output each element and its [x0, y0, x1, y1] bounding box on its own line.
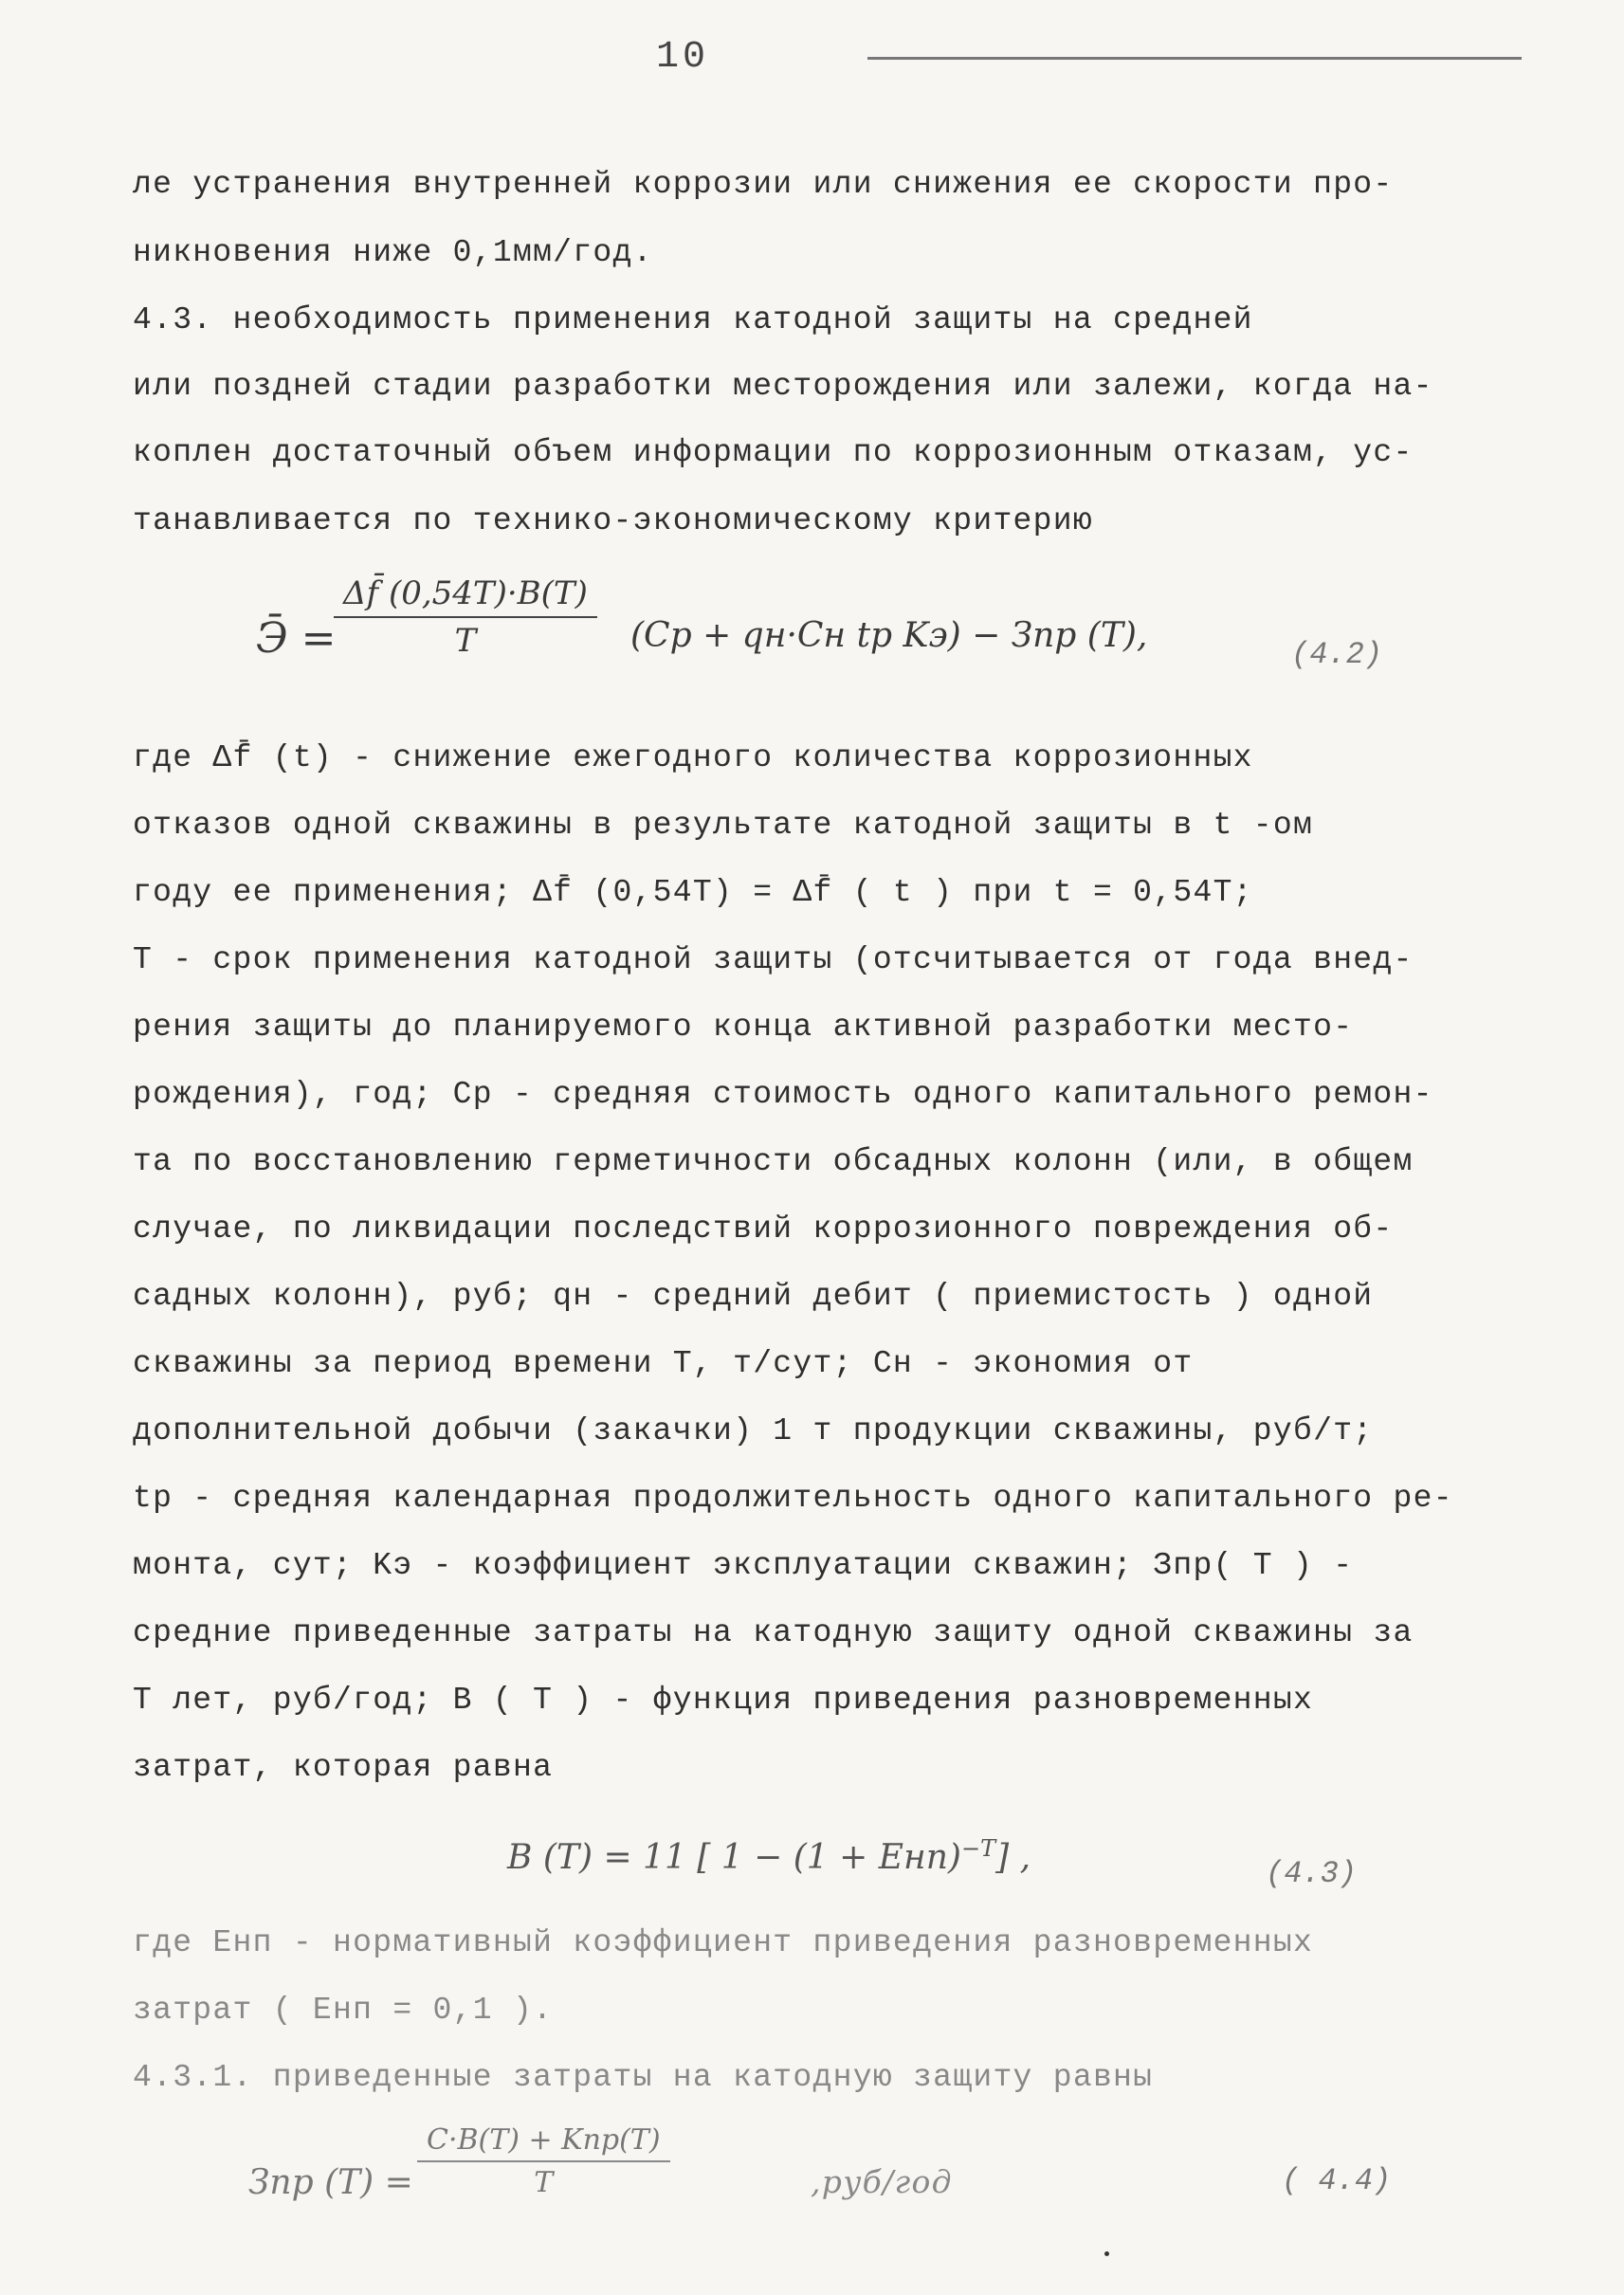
text-line: затрат ( Eнп = 0,1 ). — [133, 1993, 554, 2028]
text-line: году ее применения; Δf̄ (0,54T) = Δf̄ ( t ) при t = 0,54T; — [133, 875, 1253, 910]
text-line: та по восстановлению герметичности обсадных колонн (или, в общем — [133, 1144, 1414, 1179]
formula-fraction — [417, 2123, 670, 2199]
text-line: дополнительной добычи (закачки) 1 т продукции скважины, руб/т; — [133, 1413, 1374, 1448]
formula-body — [507, 1835, 1031, 1877]
text-line: садных колонн), руб; qн - средний дебит ( приемистость ) одной — [133, 1279, 1374, 1314]
text-line: tр - средняя календарная продолжительность одного капитального ре- — [133, 1481, 1453, 1516]
text-line: рения защиты до планируемого конца активной разработки место- — [133, 1010, 1354, 1045]
formula-denominator: T — [454, 622, 477, 660]
formula-text: B (T) = 11 [ 1 − (1 + Eнп) — [507, 1838, 961, 1877]
text-line: случае, по ликвидации последствий коррозионного повреждения об- — [133, 1211, 1394, 1247]
text-line: затрат, которая равна — [133, 1750, 554, 1785]
equation-number: ( 4.4) — [1282, 2163, 1392, 2198]
formula-tail: ] , — [995, 1838, 1031, 1877]
text-line: или поздней стадии разработки месторождения или залежи, когда на- — [133, 369, 1433, 404]
text-line: отказов одной скважины в результате катодной защиты в t -ом — [133, 808, 1314, 843]
text-line: T лет, руб/год; B ( T ) - функция приведения разновременных — [133, 1683, 1314, 1718]
formula-lhs: Зпр (T) = — [248, 2163, 413, 2202]
formula-exponent: −T — [960, 1835, 996, 1862]
text-line: рождения), год; Cр - средняя стоимость одного капитального ремон- — [133, 1077, 1433, 1112]
text-line: ле устранения внутренней коррозии или снижения ее скорости про- — [133, 167, 1394, 202]
equation-number: (4.3) — [1266, 1856, 1358, 1891]
formula-lhs: Э̄ = — [256, 614, 337, 663]
text-line: 4.3.1. приведенные затраты на катодную защиту равны — [133, 2060, 1154, 2095]
text-line: T - срок применения катодной защиты (отсчитывается от года внед- — [133, 942, 1414, 977]
text-line: танавливается по технико-экономическому критерию — [133, 503, 1093, 538]
header-rule — [867, 57, 1522, 60]
text-line: монта, сут; Kэ - коэффициент эксплуатации скважин; Зпр( T ) - — [133, 1548, 1354, 1583]
text-line: скважины за период времени T, т/сут; Cн - экономия от — [133, 1346, 1194, 1381]
formula-numerator: Δf̄ (0,54T)·B(T) — [343, 574, 588, 612]
formula-denominator: T — [534, 2166, 554, 2199]
formula-fraction — [334, 574, 597, 660]
text-line: 4.3. необходимость применения катодной защиты на средней — [133, 302, 1253, 337]
text-line: коплен достаточный объем информации по коррозионным отказам, ус- — [133, 435, 1414, 470]
equation-number: (4.2) — [1291, 637, 1383, 672]
formula-units: ,руб/год — [811, 2163, 953, 2200]
text-line: где Δf̄ (t) - снижение ежегодного количества коррозионных — [133, 740, 1253, 775]
page-number: 10 — [656, 36, 710, 79]
formula-numerator: C·B(T) + Kпр(T) — [427, 2123, 661, 2157]
text-line: где Eнп - нормативный коэффициент приведения разновременных — [133, 1925, 1314, 1960]
text-line: никновения ниже 0,1мм/год. — [133, 235, 653, 270]
text-line: средние приведенные затраты на катодную защиту одной скважины за — [133, 1615, 1414, 1650]
scan-speck — [1104, 2251, 1109, 2256]
formula-rhs: (Cp + qн·Cн tр Kэ) − Зпр (T), — [630, 616, 1148, 655]
